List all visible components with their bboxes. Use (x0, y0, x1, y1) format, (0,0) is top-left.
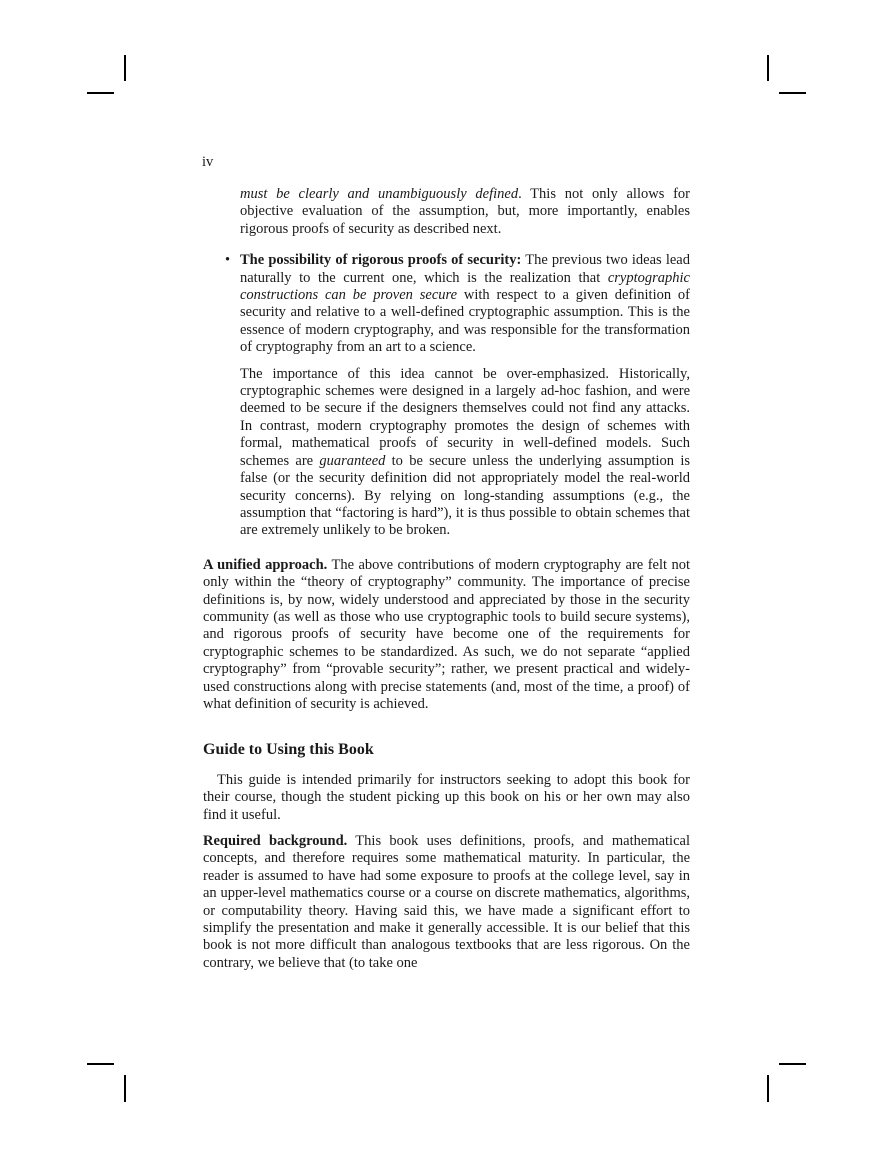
crop-mark (87, 1063, 114, 1065)
paragraph-heading: Required background. (203, 833, 348, 849)
bullet-paragraph-2: The importance of this idea cannot be over-emphasized. Historically, cryptographic schemes were designed in a largely ad-hoc fashion, and were deemed to be secure if the designers themselves could not find any attacks. In contrast, modern cryptography promotes the design of schemes with formal, mathematical proofs of security in well-defined models. Such schemes are guaranteed to be secure unless the underlying assumption is false (or the security definition did not appropriately model the real-world security concerns). By relying on long-standing assumptions (e.g., the assumption that “factoring is hard”), it is thus possible to obtain schemes that are extremely unlikely to be broken. (240, 365, 690, 539)
crop-mark (779, 92, 806, 94)
crop-mark (124, 55, 126, 81)
crop-mark (767, 1075, 769, 1102)
bullet-item (225, 252, 690, 540)
emphasis: cryptographic constructions can be proven secure (240, 269, 690, 304)
bullet-heading: The possibility of rigorous proofs of security: (240, 252, 522, 269)
guide-intro: This guide is intended primarily for instructors seeking to adopt this book for their course, though the student picking up this book on his or her own may also find it useful. (203, 771, 690, 823)
crop-mark (87, 92, 114, 94)
page-number: iv (202, 154, 214, 170)
bullet-paragraph: The possibility of rigorous proofs of security: The previous two ideas lead naturally to the current one, which is the realization that cryptographic constructions can be proven secure with respect to a given definition of security and relative to a well-defined cryptographic assumption. This is the essence of modern cryptography, and was responsible for the transformation of cryptography from an art to a science. (240, 252, 690, 356)
emphasis: must be clearly and unambiguously defined (240, 186, 519, 202)
paragraph-heading: A unified approach. (203, 556, 328, 573)
section-title: Guide to Using this Book (203, 741, 374, 759)
background-paragraph: Required background. This book uses definitions, proofs, and mathematical concepts, and therefore requires some mathematical maturity. In particular, the reader is assumed to have had some exposure to proofs at the college level, say in an upper-level mathematics course or a course on discrete mathematics, algorithms, or computability theory. Having said this, we have made a significant effort to simplify the presentation and make it generally accessible. It is our belief that this book is not more difficult than analogous textbooks that are less rigorous. On the contrary, we believe that (to take one (203, 833, 690, 971)
crop-mark (767, 55, 769, 81)
page-body (203, 186, 690, 972)
continued-paragraph: must be clearly and unambiguously defined. This not only allows for objective evaluation of the assumption, but, more importantly, enables rigorous proofs of security as described next. (240, 186, 690, 237)
bullet-icon: • (225, 252, 231, 269)
emphasis: guaranteed (319, 452, 386, 469)
unified-paragraph: A unified approach. The above contributions of modern cryptography are felt not only within the “theory of cryptography” community. The importance of precise definitions is, by now, widely understood and appreciated by those in the security community (as well as those who use cryptographic tools to build secure systems), and rigorous proofs of security have become one of the requirements for cryptographic schemes to be standardized. As such, we do not separate “applied cryptography” from “provable security”; rather, we present practical and widely-used constructions along with precise statements (and, most of the time, a proof) of what definition of security is achieved. (203, 556, 690, 712)
crop-mark (779, 1063, 806, 1065)
crop-mark (124, 1075, 126, 1102)
